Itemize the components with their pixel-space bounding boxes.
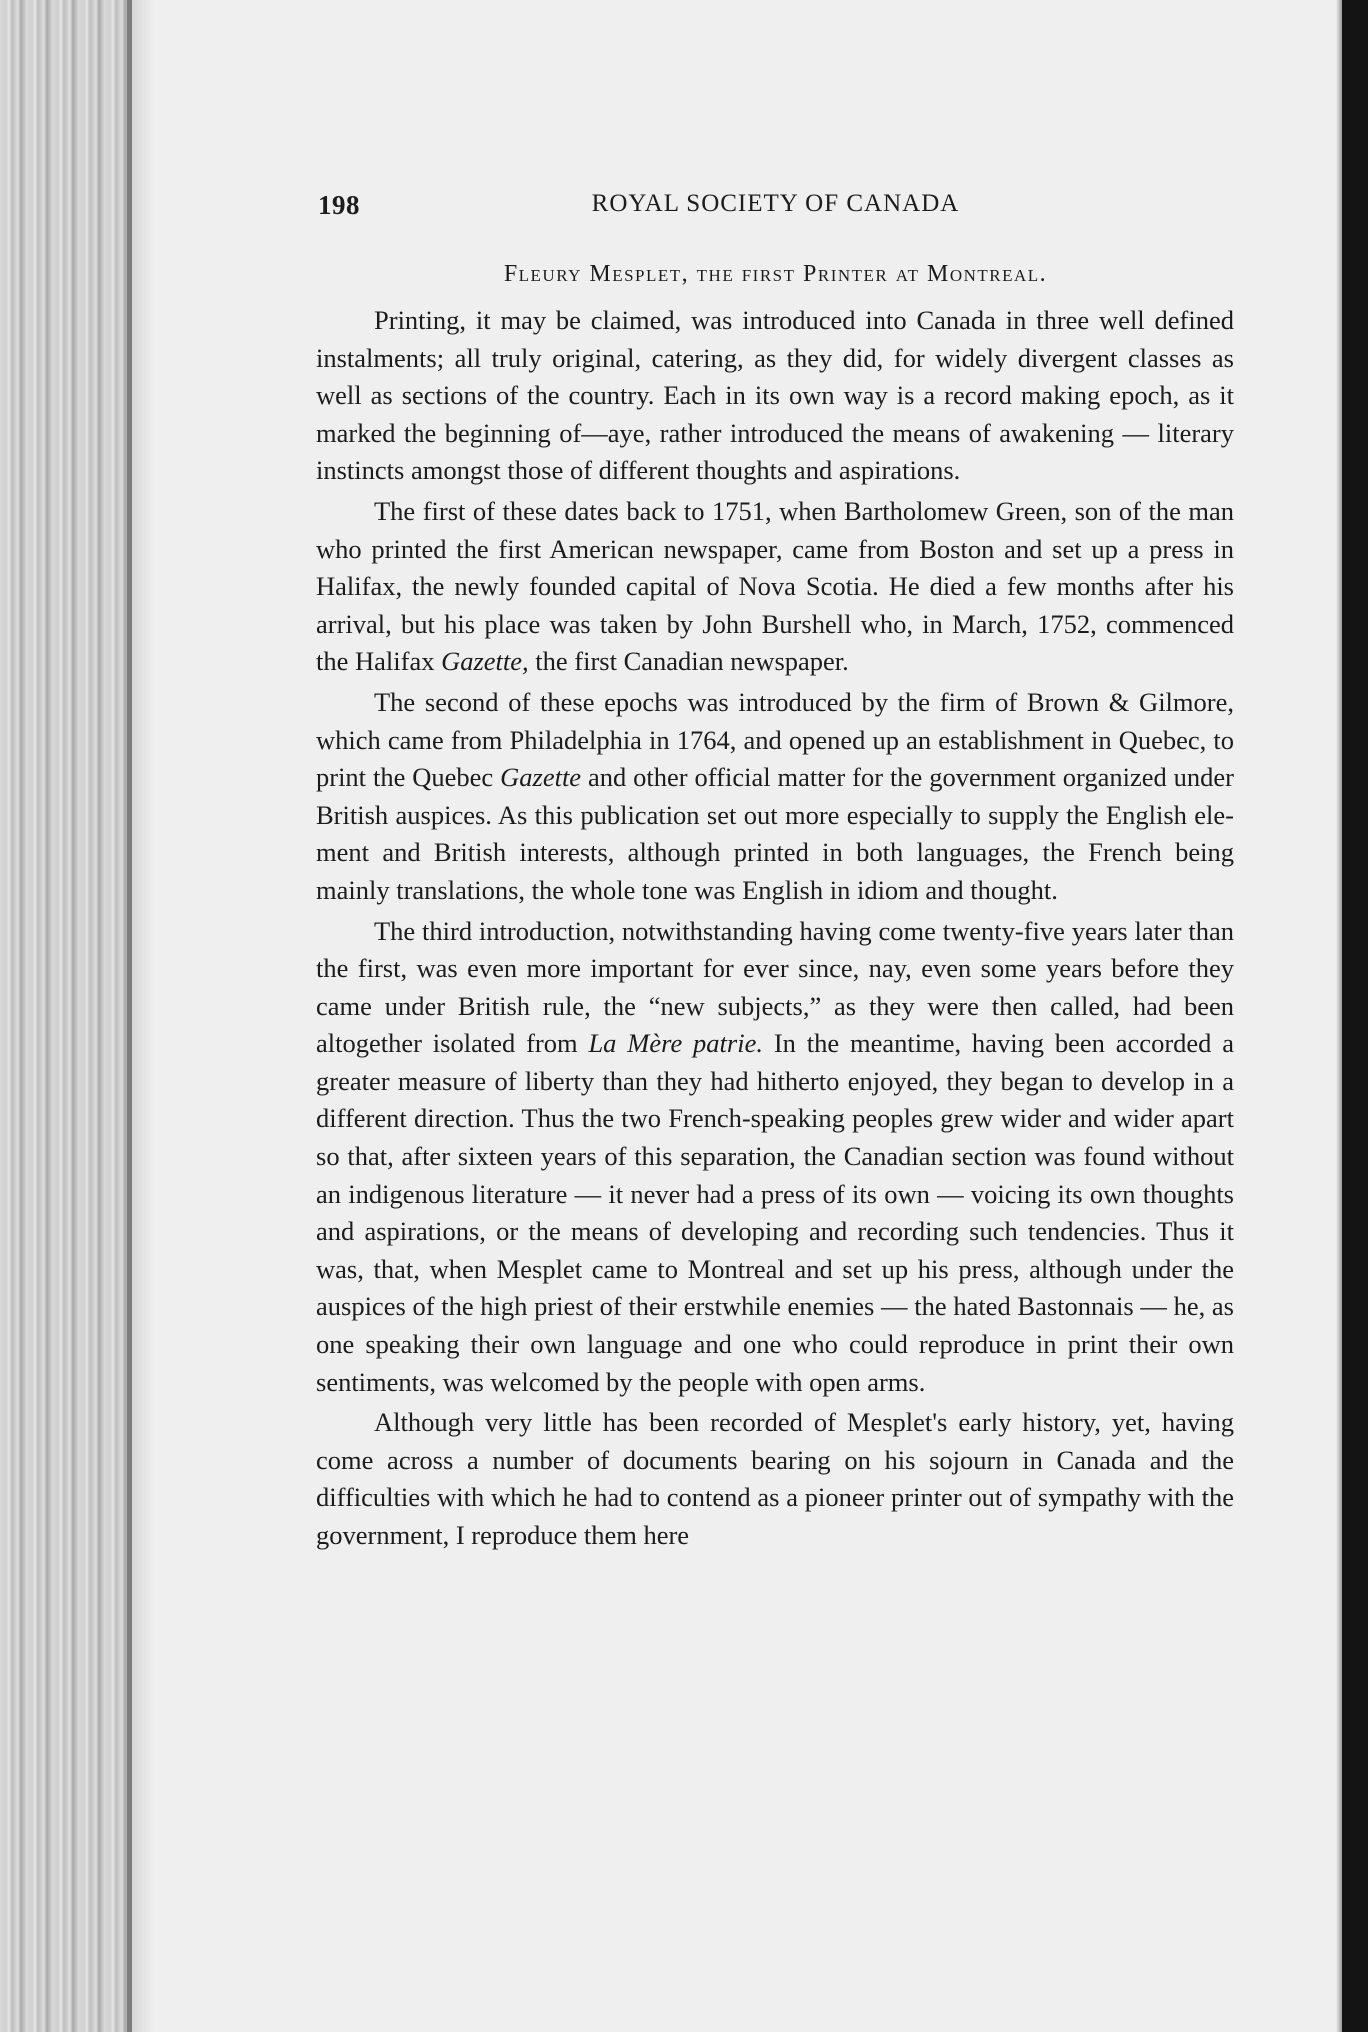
book-page-edges [0,0,132,2032]
paragraph [316,913,1234,1402]
paragraph-text: The third introduction, notwithstanding having come twenty-five years later than the first, was even more important for ever since, nay, even some years before they came under British rule, the “new subjects,” as they were then called, had been altogether isolated from [316,915,1234,1059]
paragraph [316,1404,1234,1554]
paragraph-text: The second of these epochs was introduced by the firm of Brown & Gilmore, which came from Philadelphia in 1764, and opened up an establishment in Quebec, to print the Quebec [316,686,1234,793]
paragraph-text: the first Canadian newspaper. [528,646,849,677]
paragraph [316,302,1234,490]
article-body [316,302,1234,1555]
paragraph-italic: Gazette [500,762,582,793]
paragraph-text: and other official matter for the government organized under British auspices. As this publication set out more especially to supply the English element and British interests, although printed in both languages, the French being mainly translations, the whole tone was English in idiom and thought. [316,762,1234,905]
paragraph [316,684,1234,910]
paragraph-italic: Gazette, [441,646,529,677]
paragraph-text: The first of these dates back to 1751, when Bartholomew Green, son of the man who printed the first American newspaper, came from Boston and set up a press in Halifax, the newly founded capital of Nova Scotia. He died a few months after his arrival, but his place was taken by John Burshell who, in March, 1752, commenced the Halifax [316,495,1234,677]
paragraph-text: Although very little has been recorded of Mesplet's early history, yet, having come across a number of documents bearing on his sojourn in Canada and the difficulties with which he had to contend as a pioneer printer out of sympathy with the government, I reproduce them here [316,1407,1234,1550]
paragraph-text: Printing, it may be claimed, was introduced into Canada in three well defined instalments; all truly original, catering, as they did, for widely divergent classes as well as sections of the country. Each in its own way is a record making epoch, as it marked the beginning of—aye, rather introduced the means of awakening — literary instincts amongst those of different thoughts and aspirations. [316,305,1234,486]
article-title: Fleury Mesplet, the first Printer at Montreal. [503,261,1048,287]
paragraph [316,493,1234,681]
running-title: ROYAL SOCIETY OF CANADA [591,190,960,217]
gutter-shadow [132,0,154,2032]
paragraph-text: In the meantime, having been accorded a greater measure of liberty than they had hitherto enjoyed, they began to develop in a different direction. Thus the two French-speaking peoples grew wider and wider apart so that, after sixteen years of this separation, the Canadian section was found without an indigenous literature — it never had a press of its own — voicing its own thoughts and aspirations, or the means of developing and recording such tendencies. Thus it was, that, when Mesplet came to Montreal and set up his press, although under the auspices of the high priest of their erstwhile enemies — the hated Bastonnais — he, as one speaking their own language and one who could reproduce in print their own sentiments, was welcomed by the people with open arms. [316,1028,1235,1397]
page-number: 198 [318,190,360,220]
binding-edge [1342,0,1368,2032]
running-head [318,190,1233,230]
paragraph-italic: La Mère patrie. [588,1028,763,1059]
